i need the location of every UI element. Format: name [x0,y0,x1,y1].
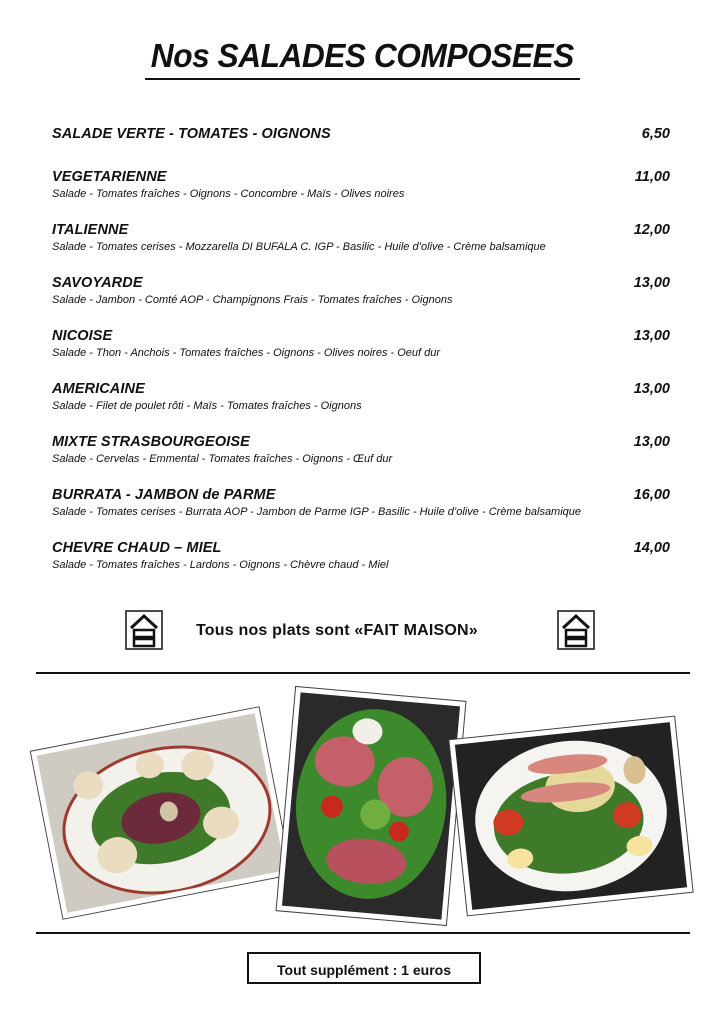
menu-title-wrap [0,36,724,80]
menu-item [52,540,672,593]
item-name: ITALIENNE [52,222,129,238]
item-price: 14,00 [633,540,670,556]
fait-maison-text: Tous nos plats sont «FAIT MAISON» [196,622,478,639]
item-description: Salade - Tomates cerises - Burrata AOP - Jambon de Parme IGP - Basilic - Huile d’olive - Crème balsamique [52,506,582,518]
salad-photo-chevre [31,707,291,918]
item-price: 13,00 [633,328,670,344]
item-price: 16,00 [633,487,670,503]
menu-item [52,169,672,222]
item-name: NICOISE [52,328,113,344]
menu-title: Nos SALADES COMPOSEES [145,36,579,80]
supplement-notice: Tout supplément : 1 euros [247,952,481,984]
menu-item [52,381,672,434]
item-description: Salade - Jambon - Comté AOP - Champignons Frais - Tomates fraîches - Oignons [52,294,453,306]
item-name: BURRATA - JAMBON de PARME [52,487,276,503]
divider-top [36,672,690,674]
salad-photo-strasbourgeoise [449,717,692,916]
menu-item [52,487,672,540]
item-price: 13,00 [633,275,670,291]
item-price: 6,50 [641,126,670,142]
item-name: VEGETARIENNE [52,169,167,185]
item-description: Salade - Tomates fraîches - Lardons - Oignons - Chèvre chaud - Miel [52,559,389,571]
item-description: Salade - Filet de poulet rôti - Maïs - Tomates fraîches - Oignons [52,400,362,412]
divider-bottom [36,932,690,934]
item-price: 12,00 [633,222,670,238]
item-name: MIXTE STRASBOURGEOISE [52,434,250,450]
menu-item [52,275,672,328]
item-description: Salade - Cervelas - Emmental - Tomates fraîches - Oignons - Œuf dur [52,453,393,465]
menu-item [52,328,672,381]
item-description: Salade - Tomates cerises - Mozzarella DI BUFALA C. IGP - Basilic - Huile d’olive - Crème balsamique [52,241,546,253]
salad-photo-burrata [277,687,466,925]
salad-photos [0,676,724,932]
fait-maison-banner [0,610,724,654]
fait-maison-house-icon [557,610,595,650]
item-name: CHEVRE CHAUD – MIEL [52,540,222,556]
item-price: 13,00 [633,381,670,397]
salad-menu-list [52,126,672,593]
item-price: 11,00 [634,169,670,185]
menu-item [52,434,672,487]
menu-item [52,222,672,275]
item-description: Salade - Tomates fraîches - Oignons - Concombre - Maïs - Olives noires [52,188,405,200]
item-name: SAVOYARDE [52,275,143,291]
item-price: 13,00 [633,434,670,450]
fait-maison-house-icon [125,610,163,650]
item-description: Salade - Thon - Anchois - Tomates fraîches - Oignons - Olives noires - Oeuf dur [52,347,441,359]
menu-item [52,126,672,169]
item-name: SALADE VERTE - TOMATES - OIGNONS [52,126,331,142]
item-name: AMERICAINE [52,381,145,397]
